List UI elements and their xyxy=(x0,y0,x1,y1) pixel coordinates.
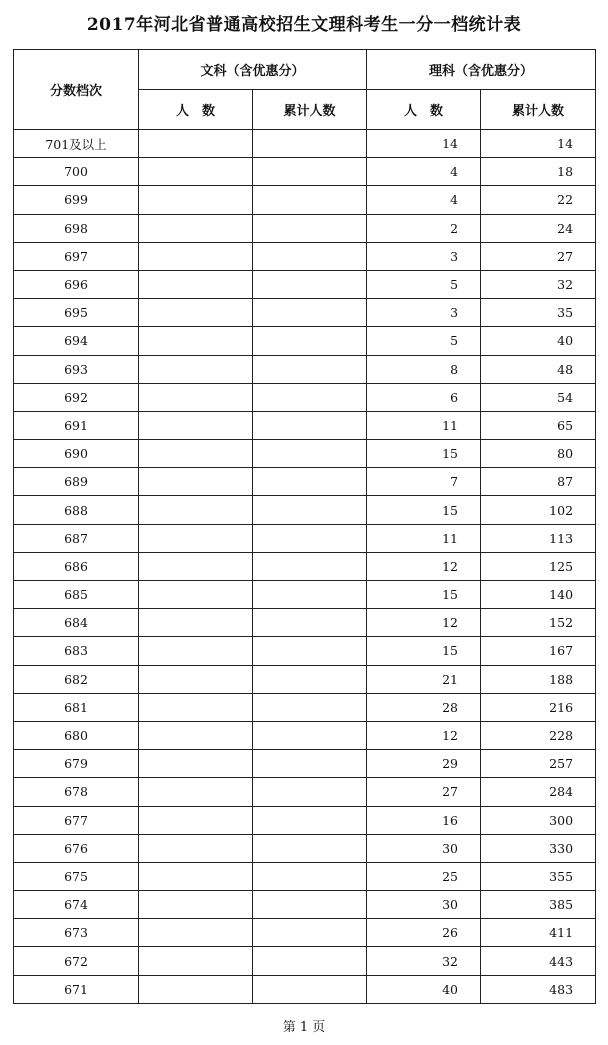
cell-science-count: 5 xyxy=(367,270,481,298)
cell-arts-cumulative xyxy=(253,552,367,580)
cell-science-cumulative: 102 xyxy=(481,496,596,524)
cell-science-cumulative: 35 xyxy=(481,299,596,327)
cell-arts-cumulative xyxy=(253,750,367,778)
cell-score: 673 xyxy=(14,919,139,947)
cell-science-count: 30 xyxy=(367,891,481,919)
table-row xyxy=(14,721,596,749)
cell-score: 683 xyxy=(14,637,139,665)
cell-arts-count xyxy=(139,721,253,749)
cell-science-cumulative: 80 xyxy=(481,440,596,468)
cell-score: 696 xyxy=(14,270,139,298)
cell-science-count: 11 xyxy=(367,524,481,552)
cell-arts-cumulative xyxy=(253,383,367,411)
cell-science-count: 15 xyxy=(367,637,481,665)
cell-arts-cumulative xyxy=(253,609,367,637)
cell-science-cumulative: 385 xyxy=(481,891,596,919)
cell-science-cumulative: 330 xyxy=(481,834,596,862)
cell-arts-cumulative xyxy=(253,721,367,749)
header-science: 理科（含优惠分） xyxy=(367,50,596,90)
cell-arts-count xyxy=(139,130,253,158)
cell-science-cumulative: 152 xyxy=(481,609,596,637)
table-row xyxy=(14,581,596,609)
cell-score: 701及以上 xyxy=(14,130,139,158)
cell-science-count: 3 xyxy=(367,299,481,327)
cell-science-count: 40 xyxy=(367,975,481,1003)
cell-arts-cumulative xyxy=(253,468,367,496)
table-row xyxy=(14,327,596,355)
cell-arts-count xyxy=(139,524,253,552)
table-row xyxy=(14,468,596,496)
table-row xyxy=(14,947,596,975)
cell-arts-cumulative xyxy=(253,581,367,609)
cell-arts-cumulative xyxy=(253,834,367,862)
cell-science-count: 11 xyxy=(367,411,481,439)
cell-arts-count xyxy=(139,242,253,270)
cell-arts-cumulative xyxy=(253,214,367,242)
cell-score: 676 xyxy=(14,834,139,862)
table-row xyxy=(14,750,596,778)
cell-arts-cumulative xyxy=(253,524,367,552)
cell-science-count: 4 xyxy=(367,158,481,186)
cell-score: 692 xyxy=(14,383,139,411)
table-row xyxy=(14,411,596,439)
cell-arts-count xyxy=(139,468,253,496)
cell-arts-cumulative xyxy=(253,411,367,439)
cell-science-cumulative: 355 xyxy=(481,862,596,890)
header-liberal-arts: 文科（含优惠分） xyxy=(139,50,367,90)
cell-score: 689 xyxy=(14,468,139,496)
cell-arts-count xyxy=(139,609,253,637)
table-row xyxy=(14,637,596,665)
table-row xyxy=(14,609,596,637)
table-row xyxy=(14,242,596,270)
table-row xyxy=(14,891,596,919)
table-row xyxy=(14,270,596,298)
cell-science-cumulative: 22 xyxy=(481,186,596,214)
cell-arts-count xyxy=(139,778,253,806)
cell-science-count: 25 xyxy=(367,862,481,890)
table-row xyxy=(14,299,596,327)
header-arts-count: 人 数 xyxy=(139,90,253,130)
cell-score: 682 xyxy=(14,665,139,693)
cell-science-cumulative: 32 xyxy=(481,270,596,298)
cell-arts-count xyxy=(139,862,253,890)
cell-score: 700 xyxy=(14,158,139,186)
cell-score: 687 xyxy=(14,524,139,552)
table-body xyxy=(14,130,596,1004)
cell-science-cumulative: 27 xyxy=(481,242,596,270)
header-score-level: 分数档次 xyxy=(14,50,139,130)
cell-arts-count xyxy=(139,581,253,609)
cell-science-count: 32 xyxy=(367,947,481,975)
header-science-cumulative: 累计人数 xyxy=(481,90,596,130)
table-row xyxy=(14,806,596,834)
cell-score: 695 xyxy=(14,299,139,327)
cell-arts-count xyxy=(139,383,253,411)
cell-arts-count xyxy=(139,552,253,580)
table-row xyxy=(14,158,596,186)
cell-arts-cumulative xyxy=(253,496,367,524)
cell-arts-cumulative xyxy=(253,947,367,975)
cell-science-count: 8 xyxy=(367,355,481,383)
cell-score: 694 xyxy=(14,327,139,355)
table-row xyxy=(14,186,596,214)
cell-arts-cumulative xyxy=(253,186,367,214)
cell-score: 699 xyxy=(14,186,139,214)
cell-science-cumulative: 216 xyxy=(481,693,596,721)
cell-arts-count xyxy=(139,750,253,778)
cell-arts-count xyxy=(139,891,253,919)
cell-science-count: 12 xyxy=(367,721,481,749)
cell-arts-count xyxy=(139,411,253,439)
cell-arts-count xyxy=(139,806,253,834)
cell-arts-cumulative xyxy=(253,919,367,947)
cell-arts-cumulative xyxy=(253,242,367,270)
cell-arts-count xyxy=(139,665,253,693)
page-title: 2017年河北省普通高校招生文理科考生一分一档统计表 xyxy=(86,15,522,35)
score-distribution-table xyxy=(13,49,596,1004)
cell-arts-cumulative xyxy=(253,862,367,890)
cell-score: 698 xyxy=(14,214,139,242)
cell-science-count: 16 xyxy=(367,806,481,834)
table-row xyxy=(14,440,596,468)
cell-arts-cumulative xyxy=(253,806,367,834)
cell-score: 671 xyxy=(14,975,139,1003)
cell-arts-count xyxy=(139,496,253,524)
cell-arts-cumulative xyxy=(253,693,367,721)
table-row xyxy=(14,524,596,552)
cell-score: 672 xyxy=(14,947,139,975)
cell-science-cumulative: 167 xyxy=(481,637,596,665)
table-row xyxy=(14,496,596,524)
cell-science-cumulative: 228 xyxy=(481,721,596,749)
cell-science-count: 21 xyxy=(367,665,481,693)
cell-science-cumulative: 483 xyxy=(481,975,596,1003)
cell-arts-count xyxy=(139,834,253,862)
cell-arts-cumulative xyxy=(253,440,367,468)
cell-arts-cumulative xyxy=(253,327,367,355)
cell-arts-cumulative xyxy=(253,130,367,158)
cell-science-count: 15 xyxy=(367,496,481,524)
cell-science-cumulative: 65 xyxy=(481,411,596,439)
cell-score: 677 xyxy=(14,806,139,834)
cell-arts-cumulative xyxy=(253,299,367,327)
cell-arts-count xyxy=(139,327,253,355)
header-arts-cumulative: 累计人数 xyxy=(253,90,367,130)
table-row xyxy=(14,834,596,862)
cell-arts-count xyxy=(139,355,253,383)
cell-science-count: 28 xyxy=(367,693,481,721)
cell-arts-count xyxy=(139,299,253,327)
cell-science-cumulative: 300 xyxy=(481,806,596,834)
table-row xyxy=(14,552,596,580)
cell-science-cumulative: 284 xyxy=(481,778,596,806)
cell-science-cumulative: 40 xyxy=(481,327,596,355)
cell-arts-count xyxy=(139,693,253,721)
table-row xyxy=(14,693,596,721)
cell-score: 674 xyxy=(14,891,139,919)
cell-arts-count xyxy=(139,440,253,468)
cell-score: 679 xyxy=(14,750,139,778)
cell-science-count: 12 xyxy=(367,552,481,580)
cell-score: 690 xyxy=(14,440,139,468)
cell-science-count: 2 xyxy=(367,214,481,242)
cell-score: 681 xyxy=(14,693,139,721)
cell-science-count: 29 xyxy=(367,750,481,778)
cell-science-cumulative: 188 xyxy=(481,665,596,693)
table-row xyxy=(14,355,596,383)
cell-science-cumulative: 125 xyxy=(481,552,596,580)
table-row xyxy=(14,665,596,693)
cell-science-count: 4 xyxy=(367,186,481,214)
cell-arts-cumulative xyxy=(253,355,367,383)
cell-science-count: 30 xyxy=(367,834,481,862)
cell-arts-count xyxy=(139,637,253,665)
table-row xyxy=(14,919,596,947)
cell-arts-count xyxy=(139,947,253,975)
cell-score: 688 xyxy=(14,496,139,524)
cell-science-cumulative: 54 xyxy=(481,383,596,411)
cell-arts-cumulative xyxy=(253,158,367,186)
cell-score: 680 xyxy=(14,721,139,749)
cell-science-cumulative: 24 xyxy=(481,214,596,242)
cell-arts-count xyxy=(139,214,253,242)
page-number: 第 1 页 xyxy=(282,1020,326,1035)
cell-science-cumulative: 411 xyxy=(481,919,596,947)
cell-arts-cumulative xyxy=(253,975,367,1003)
cell-science-count: 15 xyxy=(367,581,481,609)
table-row xyxy=(14,778,596,806)
cell-score: 675 xyxy=(14,862,139,890)
cell-score: 686 xyxy=(14,552,139,580)
cell-science-count: 7 xyxy=(367,468,481,496)
cell-score: 685 xyxy=(14,581,139,609)
cell-science-count: 5 xyxy=(367,327,481,355)
cell-arts-count xyxy=(139,186,253,214)
cell-arts-count xyxy=(139,270,253,298)
cell-science-count: 27 xyxy=(367,778,481,806)
cell-science-cumulative: 14 xyxy=(481,130,596,158)
cell-score: 678 xyxy=(14,778,139,806)
table-row xyxy=(14,975,596,1003)
table-row xyxy=(14,130,596,158)
cell-arts-cumulative xyxy=(253,778,367,806)
cell-science-count: 15 xyxy=(367,440,481,468)
cell-science-cumulative: 140 xyxy=(481,581,596,609)
table-row xyxy=(14,214,596,242)
cell-score: 693 xyxy=(14,355,139,383)
cell-arts-cumulative xyxy=(253,665,367,693)
cell-score: 684 xyxy=(14,609,139,637)
cell-science-count: 6 xyxy=(367,383,481,411)
cell-science-count: 14 xyxy=(367,130,481,158)
cell-science-cumulative: 443 xyxy=(481,947,596,975)
cell-science-cumulative: 87 xyxy=(481,468,596,496)
cell-score: 697 xyxy=(14,242,139,270)
cell-science-cumulative: 48 xyxy=(481,355,596,383)
cell-arts-count xyxy=(139,158,253,186)
cell-arts-cumulative xyxy=(253,637,367,665)
table-row xyxy=(14,862,596,890)
cell-arts-count xyxy=(139,919,253,947)
cell-science-count: 12 xyxy=(367,609,481,637)
table-row xyxy=(14,383,596,411)
cell-science-cumulative: 257 xyxy=(481,750,596,778)
cell-science-count: 3 xyxy=(367,242,481,270)
cell-score: 691 xyxy=(14,411,139,439)
cell-arts-count xyxy=(139,975,253,1003)
cell-arts-cumulative xyxy=(253,891,367,919)
cell-science-cumulative: 18 xyxy=(481,158,596,186)
cell-science-cumulative: 113 xyxy=(481,524,596,552)
cell-arts-cumulative xyxy=(253,270,367,298)
header-science-count: 人 数 xyxy=(367,90,481,130)
cell-science-count: 26 xyxy=(367,919,481,947)
